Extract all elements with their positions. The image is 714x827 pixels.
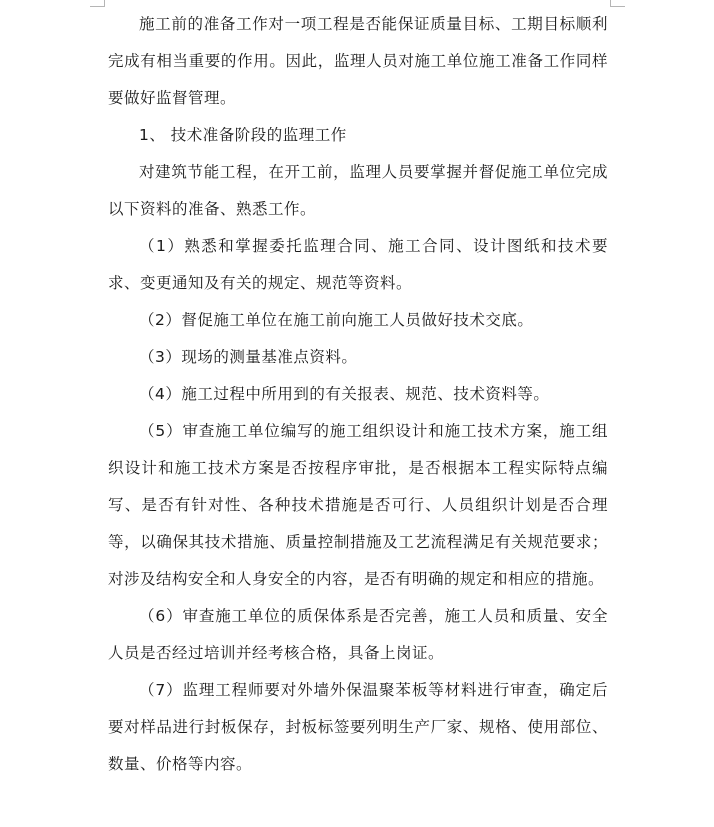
margin-corner-mark-left bbox=[90, 0, 105, 7]
list-item-1: （1）熟悉和掌握委托监理合同、施工合同、设计图纸和技术要求、变更通知及有关的规定、规范等资料。 bbox=[108, 237, 608, 292]
list-item-6: （6）审查施工单位的质保体系是否完善，施工人员和质量、安全人员是否经过培训并经考核合格，具备上岗证。 bbox=[108, 607, 608, 662]
paragraph-section-intro: 对建筑节能工程，在开工前，监理人员要掌握并督促施工单位完成以下资料的准备、熟悉工作。 bbox=[108, 163, 608, 218]
list-item-4: （4）施工过程中所用到的有关报表、规范、技术资料等。 bbox=[139, 385, 550, 403]
document-body bbox=[108, 6, 608, 783]
list-item-3: （3）现场的测量基准点资料。 bbox=[139, 348, 358, 366]
margin-corner-mark-right bbox=[610, 0, 625, 7]
list-item-5: （5）审查施工单位编写的施工组织设计和施工技术方案，施工组织设计和施工技术方案是否按程序审批，是否根据本工程实际特点编写、是否有针对性、各种技术措施是否可行、人员组织计划是否合理等，以确保其技术措施、质量控制措施及工艺流程满足有关规范要求；对涉及结构安全和人身安全的内容，是否有明确的规定和相应的措施。 bbox=[108, 422, 608, 588]
paragraph-intro: 施工前的准备工作对一项工程是否能保证质量目标、工期目标顺利完成有相当重要的作用。因此，监理人员对施工单位施工准备工作同样要做好监督管理。 bbox=[108, 15, 608, 107]
list-item-7: （7）监理工程师要对外墙外保温聚苯板等材料进行审查，确定后要对样品进行封板保存，封板标签要列明生产厂家、规格、使用部位、数量、价格等内容。 bbox=[108, 681, 608, 773]
list-item-2: （2）督促施工单位在施工前向施工人员做好技术交底。 bbox=[139, 311, 534, 329]
section-heading: 1、 技术准备阶段的监理工作 bbox=[139, 126, 347, 144]
